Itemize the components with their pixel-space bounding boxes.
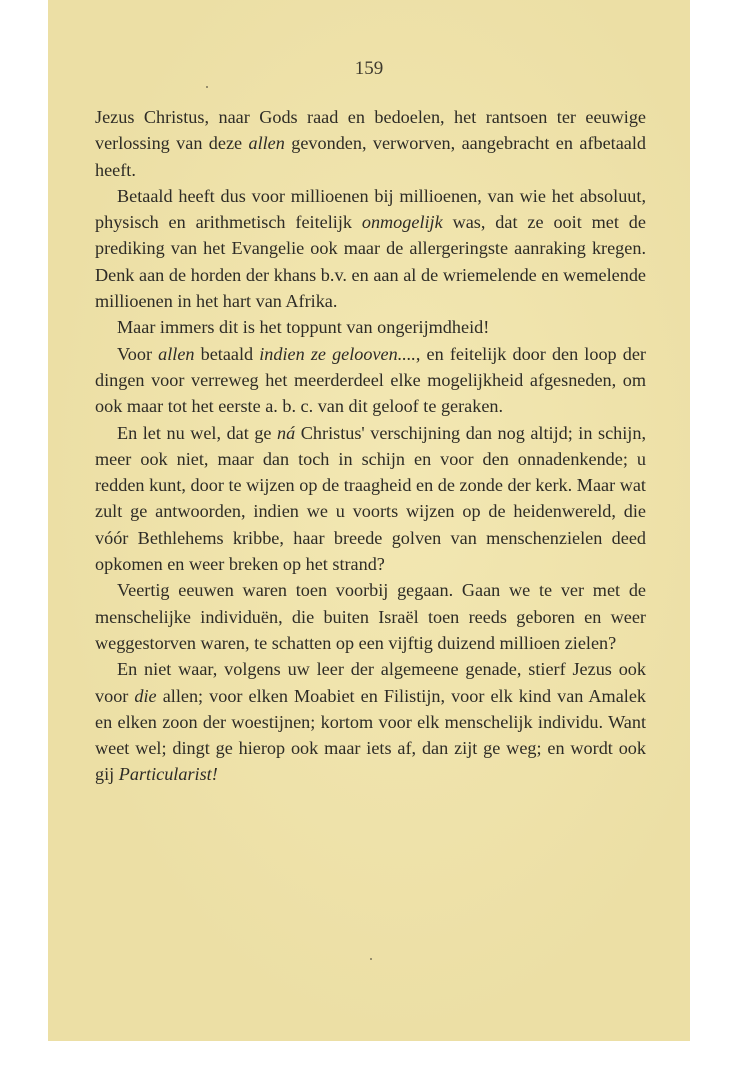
text-run: Betaald heeft dus voor millioenen bij millioenen, van wie het absoluut, physisch en arithmetisch feitelijk (95, 185, 646, 233)
paragraph (95, 656, 646, 787)
text-run: was, dat ze ooit met de prediking van het Evangelie ook maar de allergeringste aanraking kregen. Denk aan de horden der khans b.v. en aan al de wriemelende en wemelende millioenen in het hart van Afrika. (95, 212, 646, 312)
paragraph (95, 314, 646, 340)
text-run: Jezus Christus, naar Gods raad en bedoelen, het rantsoen ter eeuwige verlossing van deze (95, 107, 646, 154)
book-page (48, 0, 690, 1041)
text-run: gevonden, verworven, aangebracht en afbetaald heeft. (95, 133, 646, 180)
paragraph (95, 420, 646, 578)
paragraph (95, 341, 646, 420)
paragraph (95, 183, 646, 314)
text-run: Maar immers dit is het toppunt van ongerijmdheid! (117, 317, 490, 338)
page-number: 159 (354, 58, 384, 79)
italic-text: ná (277, 422, 296, 443)
ink-speck (370, 958, 372, 960)
italic-text: allen (248, 133, 285, 154)
text-run: allen; voor elken Moabiet en Filistijn, voor elk kind van Amalek en elken zoon der woestijnen; kortom voor elk menschelijk individu. Want weet wel; dingt ge hierop ook maar iets af, dan zijt ge weg; en wordt ook gij (95, 685, 646, 785)
paragraph (95, 104, 646, 183)
text-run: Veertig eeuwen waren toen voorbij gegaan. Gaan we te ver met de menschelijke individuën, die buiten Israël toen reeds geboren en weer weggestorven waren, te schatten op een vijftig duizend millioen zielen? (95, 580, 646, 653)
text-run: , en feitelijk door den loop der dingen voor verreweg het meerderdeel elke mogelijkheid afgesneden, om ook maar tot het eerste a. b. c. van dit geloof te geraken. (95, 343, 646, 417)
text-run: betaald (194, 343, 260, 364)
italic-text: Particularist! (118, 764, 218, 785)
text-run: En let nu wel, dat ge (117, 422, 278, 443)
body-text (95, 104, 646, 788)
ink-speck (206, 86, 208, 88)
italic-text: die (134, 685, 157, 706)
text-run: Voor (117, 343, 159, 364)
italic-text: indien ze gelooven.... (259, 343, 416, 364)
text-run: En niet waar, volgens uw leer der algemeene genade, stierf Jezus ook voor (95, 659, 646, 706)
paragraph (95, 577, 646, 656)
italic-text: onmogelijk (361, 212, 443, 233)
text-run: Christus' verschijning dan nog altijd; in schijn, meer ook niet, maar dan toch in schijn en voor den onnadenkende; u redden kunt, door te wijzen op de traagheid en de zonde der kerk. Maar wat zult ge antwoorden, indien we u voorts wijzen op de heidenwereld, die vóór Bethlehems kribbe, haar breede golven van menschenzielen deed opkomen en weer breken op het strand? (95, 422, 646, 575)
italic-text: allen (158, 343, 195, 364)
